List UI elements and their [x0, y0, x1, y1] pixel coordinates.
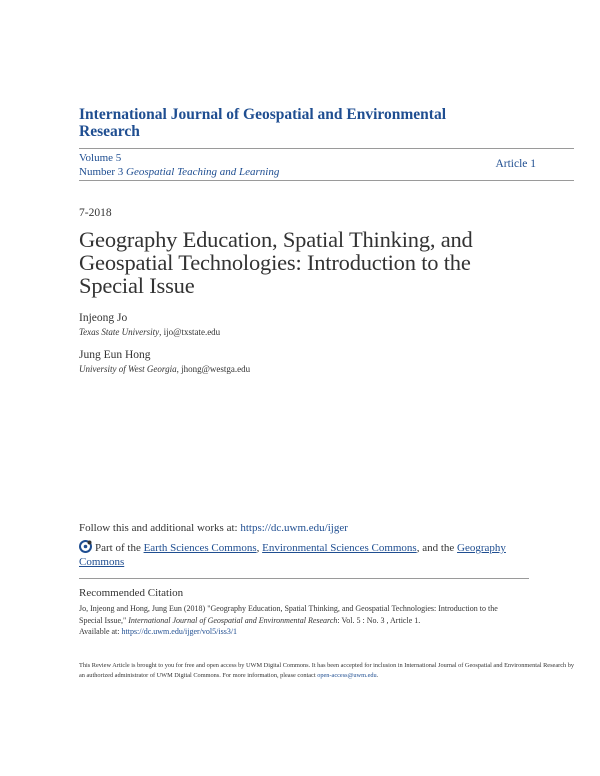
article-title: Geography Education, Spatial Thinking, and Geospatial Technologies: Introduction to the Special Issue [79, 227, 473, 298]
header-rule-top [79, 148, 574, 149]
citation-url-link[interactable]: https://dc.uwm.edu/ijger/vol5/iss3/1 [121, 627, 238, 636]
volume-link[interactable]: Volume 5 [79, 152, 122, 164]
follow-line [79, 522, 348, 534]
author-affiliation: University of West Georgia, jhong@westga.edu [79, 364, 251, 374]
author-email[interactable]: ijo@txstate.edu [163, 327, 221, 337]
citation-line: Available at: https://dc.uwm.edu/ijger/vol5/iss3/1 [79, 627, 238, 636]
earth-sciences-commons-link[interactable]: Earth Sciences Commons [143, 542, 257, 554]
author-name: Jung Eun Hong [79, 349, 151, 361]
citation-text [79, 603, 579, 638]
geography-commons-link[interactable]: Geography Commons [79, 542, 506, 568]
citation-line: Special Issue," International Journal of Geospatial and Environmental Research: Vol. 5 : No. 3 , Article 1. [79, 615, 421, 625]
author-institution: University of West Georgia [79, 364, 177, 374]
issue-title: Geospatial Teaching and Learning [126, 166, 280, 178]
citation-line: Jo, Injeong and Hong, Jung Eun (2018) "Geography Education, Spatial Thinking, and Geospatial Technologies: Introduction to the [79, 604, 498, 613]
journal-title[interactable]: International Journal of Geospatial and Environmental Research [79, 106, 447, 140]
author-affiliation: Texas State University, ijo@txstate.edu [79, 327, 221, 337]
author-institution: Texas State University [79, 327, 160, 337]
author-email[interactable]: jhong@westga.edu [181, 364, 251, 374]
recommended-citation-heading: Recommended Citation [79, 587, 184, 599]
network-icon [79, 540, 92, 553]
citation-journal: International Journal of Geospatial and Environmental Research [128, 615, 338, 625]
author-name: Injeong Jo [79, 312, 128, 324]
contact-email-link[interactable]: open-access@uwm.edu [317, 671, 377, 679]
environmental-sciences-commons-link[interactable]: Environmental Sciences Commons [262, 542, 417, 554]
header-rule-bottom [79, 180, 574, 181]
repository-link[interactable]: https://dc.uwm.edu/ijger [240, 522, 348, 534]
issue-number: Number 3 [79, 166, 124, 178]
part-of-line: Part of the Earth Sciences Commons, Environmental Sciences Commons, and the Geography Commons [79, 542, 506, 568]
follow-text: Follow this and additional works at: [79, 522, 241, 534]
publication-date: 7-2018 [79, 207, 112, 219]
issue-link[interactable] [79, 166, 279, 178]
article-link[interactable]: Article 1 [495, 158, 536, 170]
access-notice: This Review Article is brought to you for free and open access by UWM Digital Commons. It has been accepted for inclusion in International Journal of Geospatial and Environmental Research by an authorized administrator of UWM Digital Commons. For more information, please contact open-access@uwm.edu. [79, 662, 575, 679]
citation-rule [79, 578, 529, 579]
